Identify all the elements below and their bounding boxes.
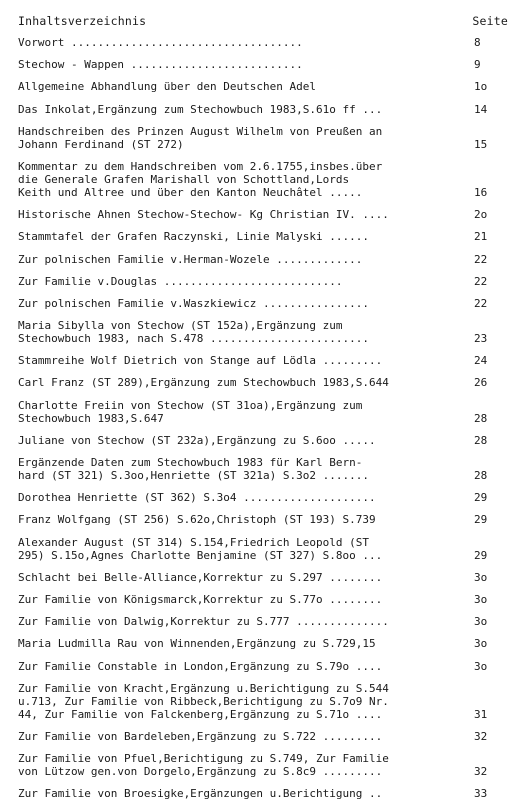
toc-entry: [18, 58, 508, 71]
toc-entry: [18, 571, 508, 584]
toc-entry: [18, 80, 508, 93]
toc-entry-title: Das Inkolat,Ergänzung zum Stechowbuch 1983,S.61o ff ...: [18, 102, 383, 116]
toc-entry-page: 3o: [474, 659, 488, 673]
table-of-contents: [18, 36, 508, 809]
toc-entry: [18, 536, 508, 562]
toc-entry: [18, 36, 508, 49]
toc-entry-page: 16: [474, 185, 488, 199]
toc-entry: [18, 682, 508, 721]
toc-entry-title: Juliane von Stechow (ST 232a),Ergänzung zu S.6oo .....: [18, 433, 376, 447]
toc-entry-title: Historische Ahnen Stechow-Stechow- Kg Christian IV. ....: [18, 208, 389, 222]
toc-entry-page: 31: [474, 707, 488, 721]
toc-entry-title: Zur Familie v.Douglas ...........................: [18, 274, 343, 288]
toc-entry-title: Zur Familie Constable in London,Ergänzung zu S.79o ....: [18, 659, 383, 673]
toc-entry-page: 3o: [474, 592, 488, 606]
toc-entry-title: Franz Wolfgang (ST 256) S.62o,Christoph (ST 193) S.739: [18, 513, 376, 527]
toc-entry: [18, 752, 508, 778]
toc-entry: [18, 434, 508, 447]
toc-entry-title: Handschreiben des Prinzen August Wilhelm von Preußen an Johann Ferdinand (ST 272): [18, 124, 383, 151]
toc-entry: [18, 491, 508, 504]
toc-entry-title: Stammtafel der Grafen Raczynski, Linie Malyski ......: [18, 230, 369, 244]
toc-entry-page: 8: [474, 36, 481, 49]
toc-entry-page: 3o: [474, 637, 488, 651]
toc-entry: [18, 615, 508, 628]
toc-entry: [18, 125, 508, 151]
toc-entry-title: Alexander August (ST 314) S.154,Friedrich Leopold (ST 295) S.15o,Agnes Charlotte Benjamine (ST 327) S.8oo ...: [18, 535, 383, 562]
toc-entry-title: Zur Familie von Broesigke,Ergänzungen u.Berichtigung ..: [18, 787, 383, 801]
toc-entry-page: 28: [474, 411, 488, 425]
toc-entry-page: 9: [474, 58, 481, 72]
toc-entry-page: 28: [474, 433, 488, 447]
toc-entry-page: 33: [474, 787, 488, 801]
toc-entry-title: Zur Familie von Dalwig,Korrektur zu S.777 ..............: [18, 615, 389, 629]
toc-entry-title: Zur Familie von Königsmarck,Korrektur zu S.77o ........: [18, 592, 383, 606]
toc-entry: [18, 376, 508, 389]
toc-entry-page: 1o: [474, 80, 488, 94]
toc-entry-title: Charlotte Freiin von Stechow (ST 31oa),Ergänzung zum Stechowbuch 1983,S.647: [18, 398, 363, 425]
toc-entry-page: 22: [474, 252, 488, 266]
toc-entry-title: Stechow - Wappen ..........................: [18, 58, 303, 72]
toc-entry-page: 21: [474, 230, 488, 244]
toc-entry: [18, 637, 508, 650]
toc-entry-page: 15: [474, 137, 488, 151]
toc-entry-title: Dorothea Henriette (ST 362) S.3o4 ....................: [18, 491, 376, 505]
toc-entry: [18, 399, 508, 425]
toc-entry-title: Zur polnischen Familie v.Herman-Wozele .............: [18, 252, 363, 266]
toc-entry-page: 3o: [474, 615, 488, 629]
toc-entry-page: 22: [474, 296, 488, 310]
toc-entry-title: Vorwort ...................................: [18, 36, 303, 49]
toc-entry-title: Maria Sibylla von Stechow (ST 152a),Ergänzung zum Stechowbuch 1983, nach S.478 ........................: [18, 319, 369, 346]
toc-entry: [18, 593, 508, 606]
toc-entry: [18, 730, 508, 743]
toc-entry-title: Zur Familie von Kracht,Ergänzung u.Berichtigung zu S.544 u.713, Zur Familie von Ribbeck,Berichtigung zu S.7o9 Nr. 44, Zur Familie von Falckenberg,Ergänzung zu S.71o ....: [18, 681, 389, 721]
toc-entry: [18, 354, 508, 367]
toc-entry-page: 14: [474, 102, 488, 116]
page-column-label: Seite: [472, 14, 508, 28]
toc-entry-page: 29: [474, 491, 488, 505]
toc-entry: [18, 319, 508, 345]
toc-entry-page: 32: [474, 765, 488, 779]
toc-entry-title: Ergänzende Daten zum Stechowbuch 1983 für Karl Bern- hard (ST 321) S.3oo,Henriette (ST 321a) S.3o2 .......: [18, 456, 369, 482]
toc-entry-page: 23: [474, 332, 488, 346]
toc-entry-title: Stammreihe Wolf Dietrich von Stange auf Lödla .........: [18, 354, 383, 368]
toc-entry-title: Zur Familie von Bardeleben,Ergänzung zu S.722 .........: [18, 729, 383, 743]
toc-entry-title: Schlacht bei Belle-Alliance,Korrektur zu S.297 ........: [18, 570, 383, 584]
toc-entry-page: 22: [474, 274, 488, 288]
toc-entry-title: Zur Familie von Pfuel,Berichtigung zu S.749, Zur Familie von Lützow gen.von Dorgelo,Ergänzung zu S.8c9 .........: [18, 752, 389, 779]
toc-entry: [18, 297, 508, 310]
toc-entry-page: 29: [474, 548, 488, 562]
toc-entry-page: 24: [474, 354, 488, 368]
toc-entry-title: Carl Franz (ST 289),Ergänzung zum Stechowbuch 1983,S.644: [18, 376, 389, 390]
toc-entry-title: Zur polnischen Familie v.Waszkiewicz ................: [18, 296, 369, 310]
toc-entry-page: 3o: [474, 570, 488, 584]
toc-entry-page: 2o: [474, 208, 488, 222]
toc-entry: [18, 253, 508, 266]
page-title: Inhaltsverzeichnis: [18, 14, 147, 28]
toc-entry: [18, 660, 508, 673]
toc-entry: [18, 513, 508, 526]
toc-entry-title: Allgemeine Abhandlung über den Deutschen Adel: [18, 80, 317, 94]
toc-entry-page: 29: [474, 513, 488, 527]
toc-entry: [18, 230, 508, 243]
toc-entry-title: Maria Ludmilla Rau von Winnenden,Ergänzung zu S.729,15: [18, 637, 376, 651]
toc-entry: [18, 208, 508, 221]
toc-entry-page: 26: [474, 376, 488, 390]
toc-entry: [18, 275, 508, 288]
toc-entry: [18, 787, 508, 800]
toc-entry: [18, 456, 508, 482]
toc-entry-page: 32: [474, 729, 488, 743]
toc-entry-title: Kommentar zu dem Handschreiben vom 2.6.1755,insbes.über die Generale Grafen Marishall von Schottland,Lords Keith und Altree und über den Kanton Neuchâtel .....: [18, 159, 383, 199]
toc-header: [18, 14, 508, 30]
toc-entry-page: 28: [474, 469, 488, 482]
toc-entry: [18, 160, 508, 199]
toc-entry: [18, 103, 508, 116]
